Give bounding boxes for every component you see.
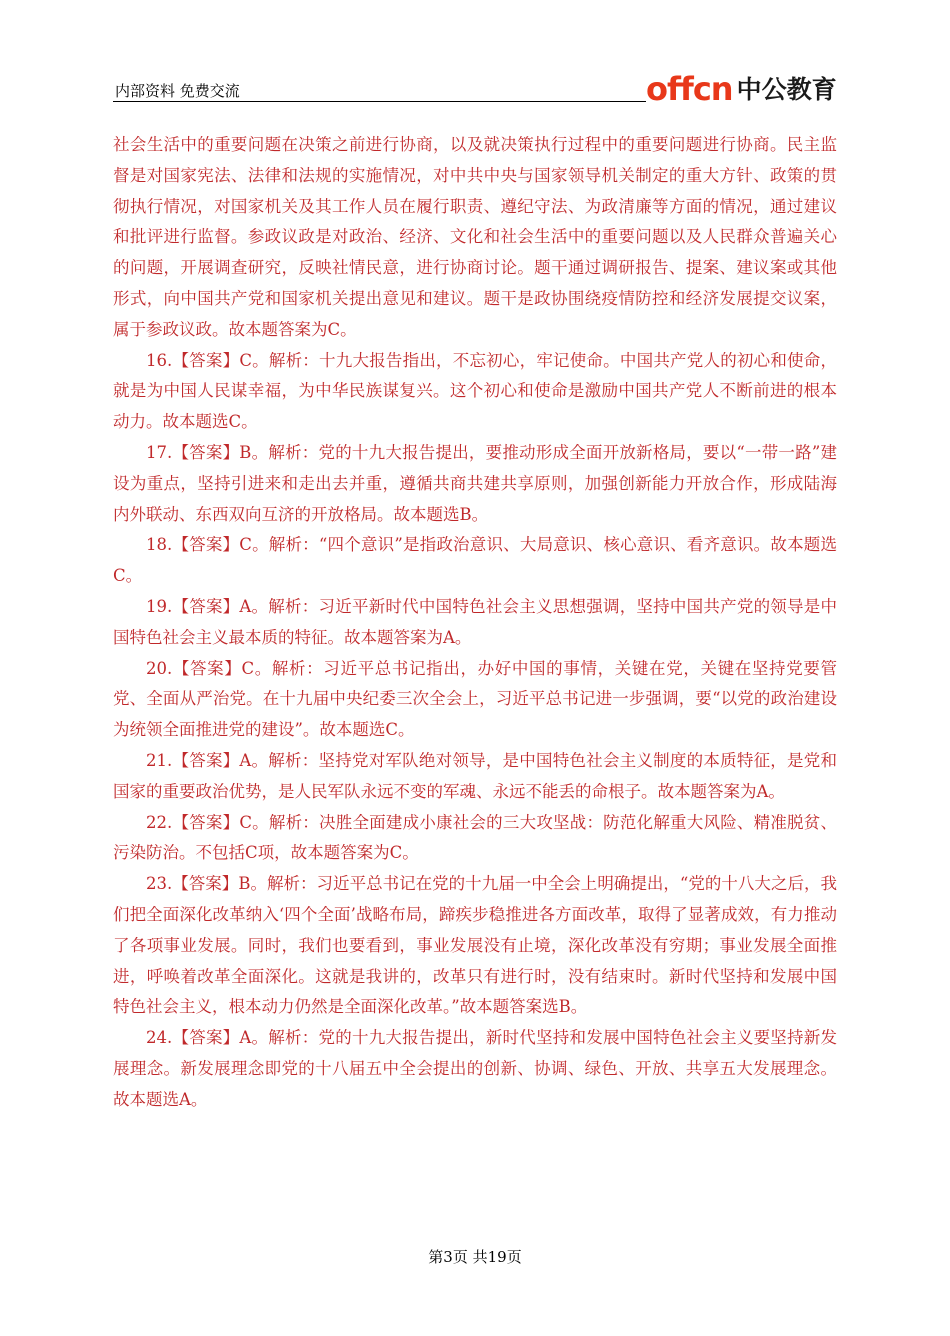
answer-22: 22.【答案】C。解析：决胜全面建成小康社会的三大攻坚战：防范化解重大风险、精准脱贫、污染防治。不包括C项，故本题答案为C。 (113, 812, 837, 863)
document-body (113, 130, 837, 1116)
intro-paragraph: 社会生活中的重要问题在决策之前进行协商，以及就决策执行过程中的重要问题进行协商。民主监督是对国家宪法、法律和法规的实施情况，对中共中央与国家领导机关制定的重大方针、政策的贯彻执行情况，对国家机关及其工作人员在履行职责、遵纪守法、为政清廉等方面的情况，通过建议和批评进行监督。参政议政是对政治、经济、文化和社会生活中的重要问题以及人民群众普遍关心的问题，开展调查研究，反映社情民意，进行协商讨论。题干通过调研报告、提案、建议案或其他形式，向中国共产党和国家机关提出意见和建议。题干是政协围绕疫情防控和经济发展提交议案，属于参政议政。故本题答案为C。 (113, 135, 837, 339)
logo-text-en: offcn (646, 70, 733, 108)
answer-24: 24.【答案】A。解析：党的十九大报告提出，新时代坚持和发展中国特色社会主义要坚持新发展理念。新发展理念即党的十八届五中全会提出的创新、协调、绿色、开放、共享五大发展理念。故本题选A。 (113, 1028, 837, 1109)
answer-17: 17.【答案】B。解析：党的十九大报告提出，要推动形成全面开放新格局，要以“一带一路”建设为重点，坚持引进来和走出去并重，遵循共商共建共享原则，加强创新能力开放合作，形成陆海内外联动、东西双向互济的开放格局。故本题选B。 (113, 442, 837, 524)
answer-16: 16.【答案】C。解析：十九大报告指出，不忘初心，牢记使命。中国共产党人的初心和使命，就是为中国人民谋幸福，为中华民族谋复兴。这个初心和使命是激励中国共产党人不断前进的根本动力。故本题选C。 (113, 350, 837, 432)
header-divider (113, 101, 646, 102)
answer-20: 20.【答案】C。解析：习近平总书记指出，办好中国的事情，关键在党，关键在坚持党要管党、全面从严治党。在十九届中央纪委三次全会上，习近平总书记进一步强调，要“以党的政治建设为统领全面推进党的建设”。故本题选C。 (113, 658, 837, 740)
answer-19: 19.【答案】A。解析：习近平新时代中国特色社会主义思想强调，坚持中国共产党的领导是中国特色社会主义最本质的特征。故本题答案为A。 (113, 596, 837, 647)
offcn-logo (646, 70, 837, 108)
header-label: 内部资料 免费交流 (115, 82, 240, 100)
page-number: 第3页 共19页 (428, 1248, 522, 1266)
logo-text-cn: 中公教育 (736, 74, 837, 104)
answer-23: 23.【答案】B。解析：习近平总书记在党的十九届一中全会上明确提出，“党的十八大之后，我们把全面深化改革纳入‘四个全面’战略布局，蹄疾步稳推进各方面改革，取得了显著成效，有力推动了各项事业发展。同时，我们也要看到，事业发展没有止境，深化改革没有穷期；事业发展全面推进，呼唤着改革全面深化。这就是我讲的，改革只有进行时，没有结束时。新时代坚持和发展中国特色社会主义，根本动力仍然是全面深化改革。”故本题答案选B。 (113, 874, 837, 1017)
answer-18: 18.【答案】C。解析：“四个意识”是指政治意识、大局意识、核心意识、看齐意识。故本题选C。 (113, 535, 837, 586)
answer-21: 21.【答案】A。解析：坚持党对军队绝对领导，是中国特色社会主义制度的本质特征，是党和国家的重要政治优势，是人民军队永远不变的军魂、永远不能丢的命根子。故本题答案为A。 (113, 750, 837, 801)
